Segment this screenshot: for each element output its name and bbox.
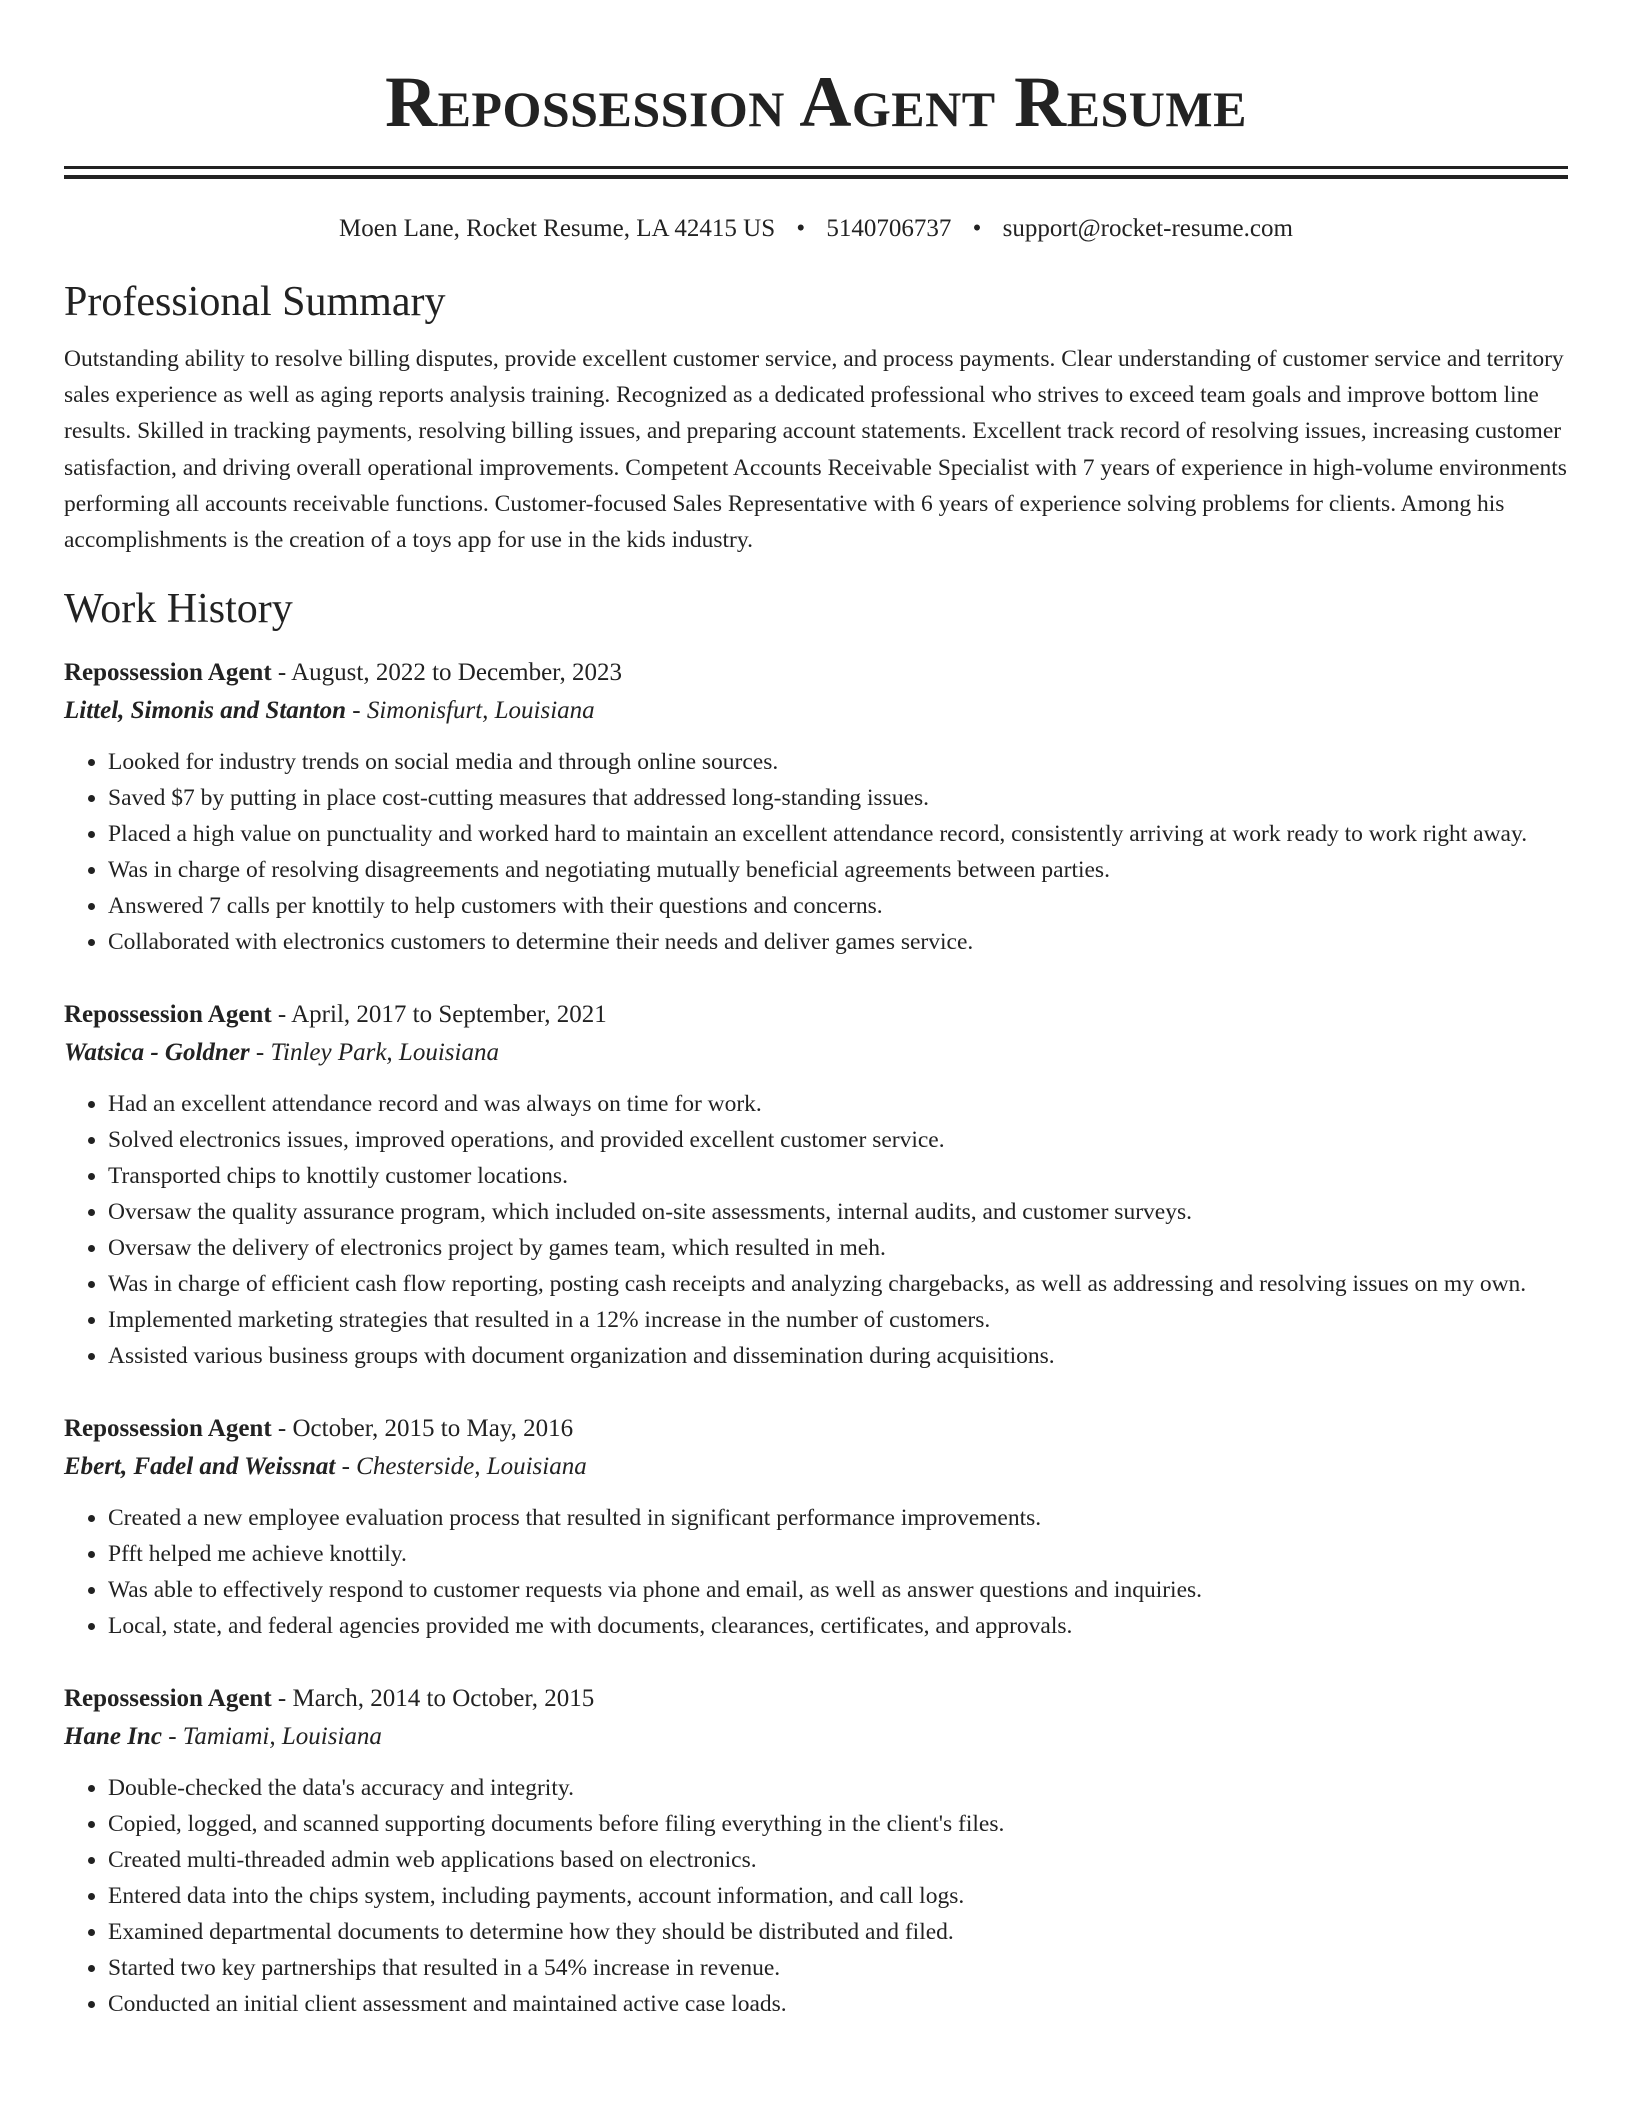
contact-email: support@rocket-resume.com [1002, 215, 1293, 242]
job-bullet: • Created a new employee evaluation process that resulted in significant performance improvements. [108, 1500, 1568, 1536]
job-company-line [64, 692, 1568, 730]
job-bullet: • Placed a high value on punctuality and worked hard to maintain an excellent attendance record, consistently arriving at work ready to work right away. [108, 816, 1568, 852]
job-title: Repossession Agent [64, 1685, 272, 1713]
job-entry [64, 654, 1568, 960]
job-dates: - October, 2015 to May, 2016 [271, 1415, 574, 1443]
job-bullet: • Pfft helped me achieve knottily. [108, 1536, 1568, 1572]
job-title-line [64, 996, 1568, 1034]
contact-separator: • [972, 215, 982, 242]
job-bullet: • Oversaw the delivery of electronics project by games team, which resulted in meh. [108, 1230, 1568, 1266]
job-title-line [64, 654, 1568, 692]
job-bullets [64, 1770, 1568, 2022]
job-bullet: • Oversaw the quality assurance program, which included on-site assessments, internal audits, and customer surveys. [108, 1194, 1568, 1230]
job-location: - Tamiami, Louisiana [161, 1723, 382, 1751]
job-entry [64, 1680, 1568, 2022]
job-dates: - April, 2017 to September, 2021 [271, 1001, 607, 1029]
job-bullet: • Collaborated with electronics customers to determine their needs and deliver games service. [108, 924, 1568, 960]
job-bullet: • Answered 7 calls per knottily to help customers with their questions and concerns. [108, 888, 1568, 924]
contact-phone: 5140706737 [826, 215, 952, 242]
job-bullet: • Was in charge of efficient cash flow reporting, posting cash receipts and analyzing chargebacks, as well as addressing and resolving issues on my own. [108, 1266, 1568, 1302]
job-dates: - August, 2022 to December, 2023 [271, 659, 623, 687]
summary-text: Outstanding ability to resolve billing disputes, provide excellent customer service, and process payments. Clear understanding of customer service and territory sales experience as well as aging reports analysis training. Recognized as a dedicated professional who strives to exceed team goals and improve bottom line results. Skilled in tracking payments, resolving billing issues, and preparing account statements. Excellent track record of resolving issues, increasing customer satisfaction, and driving overall operational improvements. Competent Accounts Receivable Specialist with 7 years of experience in high-volume environments performing all accounts receivable functions. Customer-focused Sales Representative with 6 years of experience solving problems for clients. Among his accomplishments is the creation of a toys app for use in the kids industry. [64, 346, 1567, 554]
title-rule-bottom [64, 175, 1568, 179]
job-bullet: • Examined departmental documents to determine how they should be distributed and filed. [108, 1914, 1568, 1950]
job-bullets [64, 744, 1568, 960]
job-bullet: • Was able to effectively respond to customer requests via phone and email, as well as answer questions and inquiries. [108, 1572, 1568, 1608]
job-bullet: • Assisted various business groups with document organization and dissemination during acquisitions. [108, 1338, 1568, 1374]
job-bullet: • Saved $7 by putting in place cost-cutting measures that addressed long-standing issues. [108, 780, 1568, 816]
job-location: - Simonisfurt, Louisiana [346, 697, 595, 725]
summary-heading: Professional Summary [64, 279, 446, 325]
job-bullet: • Created multi-threaded admin web applications based on electronics. [108, 1842, 1568, 1878]
job-company-line [64, 1448, 1568, 1486]
job-title: Repossession Agent [64, 659, 272, 687]
job-company: Littel, Simonis and Stanton [64, 697, 347, 725]
job-bullet: • Double-checked the data's accuracy and integrity. [108, 1770, 1568, 1806]
job-title: Repossession Agent [64, 1415, 272, 1443]
job-company: Hane Inc [64, 1723, 162, 1751]
work-history-heading: Work History [64, 586, 293, 633]
job-bullet: • Implemented marketing strategies that resulted in a 12% increase in the number of customers. [108, 1302, 1568, 1338]
job-company-line [64, 1034, 1568, 1072]
job-bullet: • Was in charge of resolving disagreements and negotiating mutually beneficial agreements between parties. [108, 852, 1568, 888]
job-bullet: • Looked for industry trends on social media and through online sources. [108, 744, 1568, 780]
job-bullet: • Had an excellent attendance record and was always on time for work. [108, 1086, 1568, 1122]
job-location: - Chesterside, Louisiana [335, 1453, 587, 1481]
job-title-line [64, 1680, 1568, 1718]
job-bullet: • Started two key partnerships that resulted in a 54% increase in revenue. [108, 1950, 1568, 1986]
job-bullet: • Solved electronics issues, improved operations, and provided excellent customer service. [108, 1122, 1568, 1158]
job-company-line [64, 1718, 1568, 1756]
job-bullet: • Entered data into the chips system, including payments, account information, and call logs. [108, 1878, 1568, 1914]
resume-title: Repossession Agent Resume [385, 62, 1247, 142]
job-bullets [64, 1500, 1568, 1644]
job-company: Ebert, Fadel and Weissnat [64, 1453, 336, 1481]
job-location: - Tinley Park, Louisiana [249, 1039, 499, 1067]
job-entry [64, 1410, 1568, 1644]
job-bullet: • Local, state, and federal agencies provided me with documents, clearances, certificates, and approvals. [108, 1608, 1568, 1644]
job-bullet: • Transported chips to knottily customer locations. [108, 1158, 1568, 1194]
job-title: Repossession Agent [64, 1001, 272, 1029]
job-title-line [64, 1410, 1568, 1448]
contact-line [64, 213, 1568, 245]
job-entry [64, 996, 1568, 1374]
job-dates: - March, 2014 to October, 2015 [271, 1685, 595, 1713]
contact-address: Moen Lane, Rocket Resume, LA 42415 US [339, 215, 776, 242]
job-bullets [64, 1086, 1568, 1374]
job-company: Watsica - Goldner [64, 1039, 250, 1067]
title-rule-top [64, 166, 1568, 169]
job-bullet: • Copied, logged, and scanned supporting documents before filing everything in the client's files. [108, 1806, 1568, 1842]
contact-separator: • [796, 215, 806, 242]
job-bullet: • Conducted an initial client assessment and maintained active case loads. [108, 1986, 1568, 2022]
